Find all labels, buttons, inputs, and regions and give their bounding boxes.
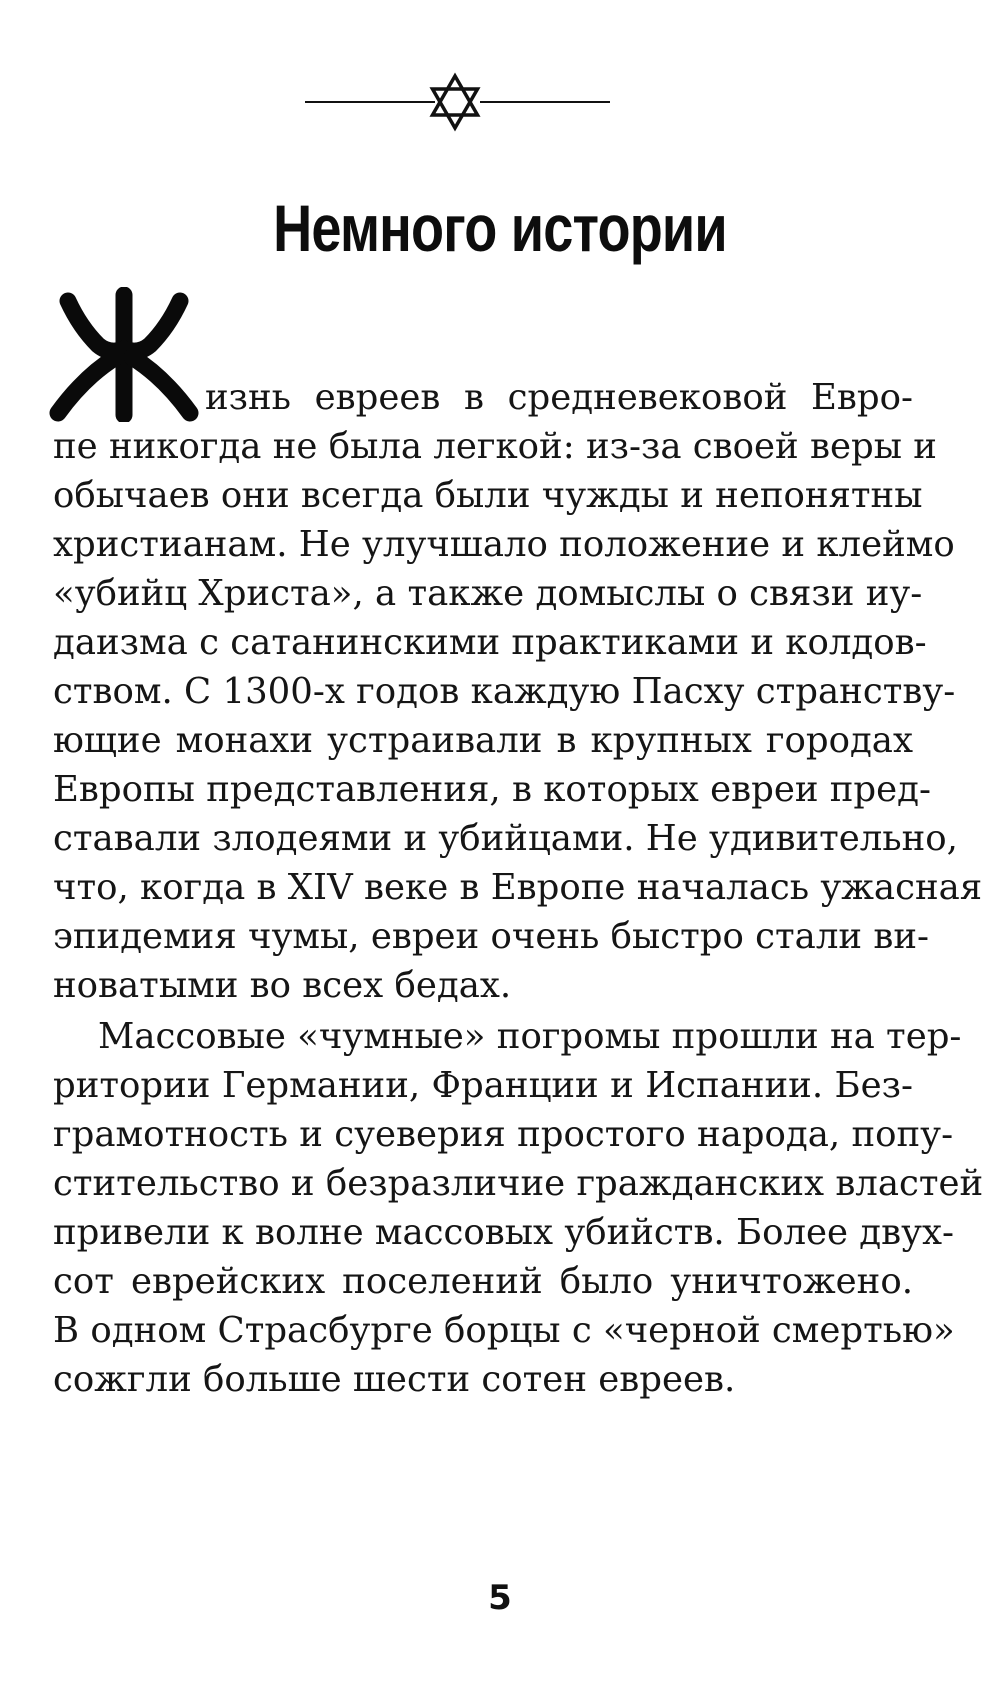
paragraph-2-line-8: сожгли больше шести сотен евреев. bbox=[53, 1359, 736, 1400]
paragraph-2-line-1: Массовые «чумные» погромы прошли на тер- bbox=[98, 1016, 962, 1057]
chapter-title: Немного истории bbox=[273, 191, 727, 265]
paragraph-1-line-13: новатыми во всех бедах. bbox=[53, 965, 512, 1006]
paragraph-1-line-4: христианам. Не улучшало положение и клеймо bbox=[53, 524, 955, 565]
page-number: 5 bbox=[488, 1578, 512, 1618]
paragraph-2-line-4: стительство и безразличие гражданских властей bbox=[53, 1163, 984, 1204]
drop-cap bbox=[40, 287, 208, 422]
paragraph-1-line-9: Европы представления, в которых евреи пред- bbox=[53, 769, 932, 810]
paragraph-1-line-11: что, когда в XIV веке в Европе началась ужасная bbox=[53, 867, 983, 908]
star-of-david-icon bbox=[433, 76, 478, 128]
paragraph-1-line-2: пе никогда не была легкой: из-за своей веры и bbox=[53, 426, 937, 467]
paragraph-2-line-3: грамотность и суеверия простого народа, попу- bbox=[53, 1114, 954, 1155]
paragraph-1-line-5: «убийц Христа», а также домыслы о связи иу- bbox=[53, 573, 923, 614]
paragraph-1-line-8: ющие монахи устраивали в крупных городах bbox=[53, 720, 913, 761]
paragraph-2-line-2: ритории Германии, Франции и Испании. Без- bbox=[53, 1065, 913, 1106]
paragraph-1-line-10: ставали злодеями и убийцами. Не удивительно, bbox=[53, 818, 958, 859]
paragraph-2-line-7: В одном Страсбурге борцы с «черной смертью» bbox=[53, 1310, 955, 1351]
paragraph-1-line-1: изнь евреев в средневековой Евро- bbox=[205, 377, 913, 418]
paragraph-1-line-3: обычаев они всегда были чужды и непонятны bbox=[53, 475, 923, 516]
paragraph-1-line-12: эпидемия чумы, евреи очень быстро стали ви- bbox=[53, 916, 929, 957]
paragraph-1-line-7: ством. С 1300-х годов каждую Пасху странству- bbox=[53, 671, 956, 712]
paragraph-1-line-6: даизма с сатанинскими практиками и колдов- bbox=[53, 622, 927, 663]
header-ornament bbox=[305, 72, 655, 132]
paragraph-2-line-6: сот еврейских поселений было уничтожено. bbox=[53, 1261, 913, 1302]
paragraph-2-line-5: привели к волне массовых убийств. Более двух- bbox=[53, 1212, 955, 1253]
